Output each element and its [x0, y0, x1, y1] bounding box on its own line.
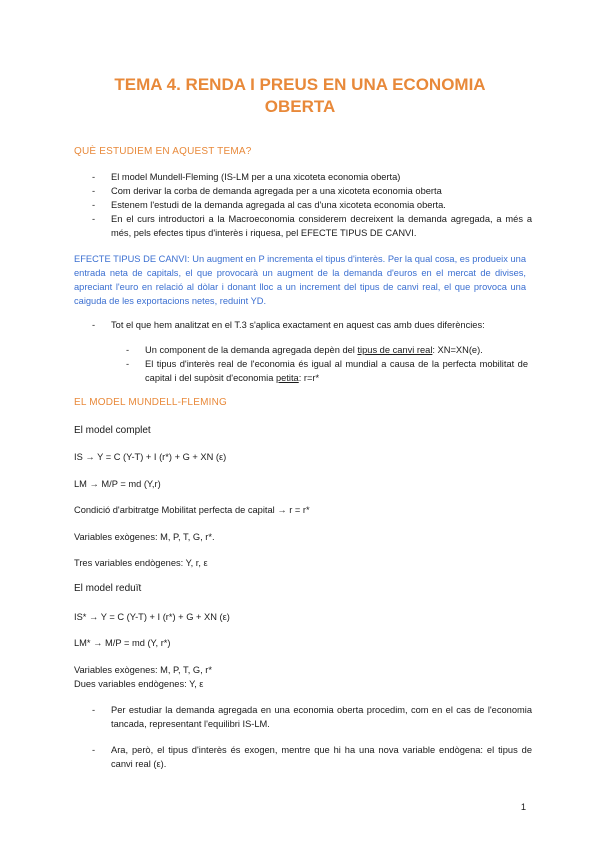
model-complet-heading: El model complet: [74, 425, 151, 436]
document-page: TEMA 4. RENDA I PREUS EN UNA ECONOMIA OBERTA QUÈ ESTUDIEM EN AQUEST TEMA? - El model Mundell-Fleming (IS-LM per a una xicoteta economia oberta) - Com derivar la corba de demanda agregada per a una xicoteta economia oberta - Estenem l'estudi de la demanda agregada al cas d'una xicoteta economia oberta. - En el curs introductori a la Macroeconomia considerem decreixent la demanda agregada, a més a més, pels efectes tipus d'interès i riquesa, pel EFECTE TIPUS DE CANVI. EFECTE TIPUS DE CANVI: Un augment en P incrementa el tipus d'interès. Per la qual cosa, es produeix una entrada neta de capitals, el que provocarà un augment de la demanda d'euros en el mercat de divises, apreciant l'euro en relació al dòlar i donant lloc a un increment del tipus de canvi real, el que provoca una caiguda de les exportacions netes, reduint YD. - Tot el que hem analitzat en el T.3 s'aplica exactament en aquest cas amb dues diferències: - Un component de la demanda agregada depèn del tipus de canvi real: XN=XN(e). - El tipus d'interès real de l'economia és igual al mundial a causa de la perfecta mobilitat de capital i del supòsit d'economia petita: r=r* EL MODEL MUNDELL-FLEMING El model complet IS → Y = C (Y-T) + I (r*) + G + XN (ε) LM → M/P = md (Y,r) Condició d'arbitratge Mobilitat perfecta de capital → r = r* Variables exògenes: M, P, T, G, r*. Tres variables endògenes: Y, r, ε El model reduït IS* → Y = C (Y-T) + I (r*) + G + XN (ε) LM* → M/P = md (Y, r*) Variables exògenes: M, P, T, G, r* Dues variables endògenes: Y, ε - Per estudiar la demanda agregada en una economia oberta procedim, com en el cas de l'economia tancada, representant l'equilibri IS-LM. - Ara, però, el tipus d'interès és exogen, mentre que hi ha una nova variable endògena: el tipus de canvi real (ε). 1: [0, 0, 600, 848]
equation-arbitrage: Condició d'arbitratge Mobilitat perfecta de capital → r = r*: [74, 505, 310, 515]
page-number: 1: [520, 802, 526, 812]
equation-is-star: IS* → Y = C (Y-T) + I (r*) + G + XN (ε): [74, 612, 230, 622]
section-heading-mundell-fleming: EL MODEL MUNDELL-FLEMING: [74, 397, 227, 408]
exogenous-variables: Variables exògenes: M, P, T, G, r*.: [74, 532, 215, 542]
model-reduit-heading: El model reduït: [74, 583, 142, 594]
equation-lm-star: LM* → M/P = md (Y, r*): [74, 638, 171, 648]
page-title: TEMA 4. RENDA I PREUS EN UNA ECONOMIA OBERTA: [114, 75, 486, 116]
section-heading-que-estudiem: QUÈ ESTUDIEM EN AQUEST TEMA?: [74, 146, 252, 157]
exogenous-variables-reduit: Variables exògenes: M, P, T, G, r*: [74, 665, 212, 675]
equation-is: IS → Y = C (Y-T) + I (r*) + G + XN (ε): [74, 452, 227, 462]
endogenous-variables: Tres variables endògenes: Y, r, ε: [74, 558, 208, 568]
equation-lm: LM → M/P = md (Y,r): [74, 479, 161, 489]
efecte-tipus-canvi-paragraph: EFECTE TIPUS DE CANVI: Un augment en P incrementa el tipus d'interès. Per la qual cosa, es produeix una entrada neta de capitals, el que provocarà un augment de la demanda d'euros en el mercat de divises, apreciant l'euro en relació al dòlar i donant lloc a un increment del tipus de canvi real, el que provoca una caiguda de les exportacions netes, reduint YD.: [74, 254, 526, 306]
endogenous-variables-reduit: Dues variables endògenes: Y, ε: [74, 679, 204, 689]
